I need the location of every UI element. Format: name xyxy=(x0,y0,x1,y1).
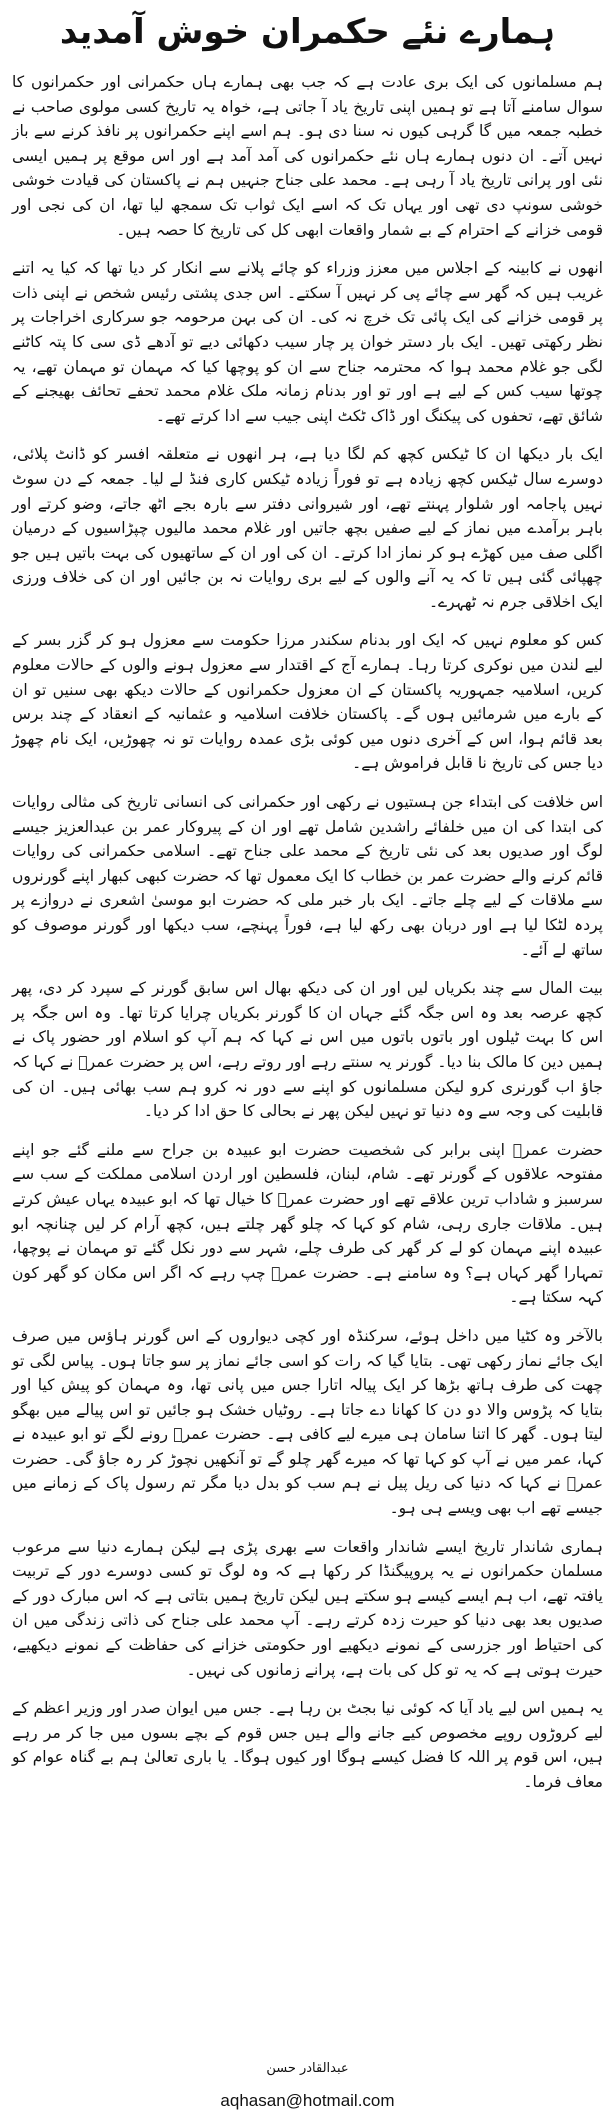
paragraph: اس خلافت کی ابتداء جن ہستیوں نے رکھی اور حکمرانی کی انسانی تاریخ کی مثالی روایات کی ابتدا کی ان میں خلفائے راشدین شامل تھے اور ان کے پیروکار عمر بن عبدالعزیز جیسے لوگ اور صدیوں بعد کی نئی تاریخ کے محمد علی جناح تھے۔ اسلامی حکمرانی کی روایات قائم کرنے والے حضرت عمر بن خطاب کا ایک معمول تھا کہ حضرت کبھی کبھار اپنے گورنروں سے ملاقات کے لیے چلے جاتے۔ ایک بار خبر ملی کہ حضرت ابو موسیٰ اشعری نے دروازے پر پردہ لٹکا لیا ہے اور دربان بھی رکھ لیا ہے، فوراً پہنچے، سب دیکھا اور گورنر موصوف کو ساتھ لے آئے۔ xyxy=(12,793,603,959)
paragraph: حضرت عمرؓ اپنی برابر کی شخصیت حضرت ابو عبیدہ بن جراح سے ملنے گئے جو اپنے مفتوحہ علاقوں کے گورنر تھے۔ شام، لبنان، فلسطین اور اردن اسلامی مملکت کے سب سے سرسبز و شاداب ترین علاقے تھے اور حضرت عمرؓ کا خیال تھا کہ ابو عبیدہ یہاں عیش کرتے ہیں۔ ملاقات جاری رہی، شام کو کہا کہ چلو گھر چلتے ہیں، کچھ آرام کر لیں چنانچہ ابو عبیدہ اپنے مہمان کو لے کر گھر کی طرف چلے، شہر سے دور نکل گئے تو مہمان نے پوچھا، تمہارا گھر کہاں ہے؟ وہ سامنے ہے۔ حضرت عمرؓ چپ رہے کہ اگر اس مکان کو گھر کون کہہ سکتا ہے۔ xyxy=(12,1140,603,1307)
article-title: ہمارے نئے حکمران خوش آمدید xyxy=(59,12,556,52)
paragraph: ایک بار دیکھا ان کا ٹیکس کچھ کم لگا دیا ہے، ہر انھوں نے متعلقہ افسر کو ڈانٹ پلائی، دوسرے سال ٹیکس کچھ زیادہ ہے تو فوراً زیادہ ٹیکس کاری فنڈ لے لیا۔ جمعہ کے دن سوٹ نہیں پاجامہ اور شلوار پہنتے تھے، اور شیروانی دفتر سے بارہ بجے اٹھ جاتے، وضو کرتے اور باہر برآمدے میں نماز کے لیے صفیں بچھ جاتیں اور غلام محمد مالیوں چپڑاسیوں کے درمیان اگلی صف میں کھڑے ہو کر نماز ادا کرتے۔ ان کی اور ان کے ساتھیوں کی بہت باتیں ہیں جو چھپائی گئی ہیں تا کہ یہ آنے والوں کے لیے بری روایات نہ بن جائیں اور ان کی خلاف ورزی ایک اخلاقی جرم نہ ٹھہرے۔ xyxy=(12,445,603,611)
article-body xyxy=(12,70,603,1809)
paragraph: انھوں نے کابینہ کے اجلاس میں معزز وزراء کو چائے پلانے سے انکار کر دیا تھا کہ کیا یہ اتنے غریب ہیں کہ گھر سے چائے پی کر نہیں آ سکتے۔ اس جدی پشتی رئیس شخص نے اپنی ذات پر قومی خزانے کی ایک پائی تک خرچ نہ کی۔ ان کی بہن مرحومہ جو سرکاری اخراجات پر نظر رکھتی تھیں۔ ایک بار دستر خوان پر چار سیب دکھائی دیے تو آدھے ڈی سی کا پتہ کاٹنے لگی جو غلام محمد ہوا کہ محترمہ جناح سے ان کو پوچھا کیا کہ مہمان تو مہمان تھے، یہ چوتھا سیب کس کے لیے ہے اور تو اور بدنام زمانہ ملک غلام محمد تحفے تحائف بھیجنے کے شائق تھے، تحفوں کی پیکنگ اور ڈاک ٹکٹ اپنی جیب سے ادا کرتے تھے۔ xyxy=(12,259,603,425)
paragraph: بالآخر وہ کٹیا میں داخل ہوئے، سرکنڈہ اور کچی دیواروں کے اس گورنر ہاؤس میں صرف ایک جائے نماز رکھی تھی۔ بتایا گیا کہ رات کو اسی جائے نماز پر سو جاتا ہوں۔ پیاس لگی تو چھت کی طرف ہاتھ بڑھا کر ایک پیالہ اتارا جس میں پانی تھا، وہ مہمان کو پیش کیا اور بتایا کہ پڑوس والا دو دن کا کھانا دے جاتا ہے۔ روٹیاں خشک ہو جائیں تو اس پیالے میں بھگو لیتا ہوں۔ گھر کا اتنا سامان ہی میرے لیے کافی ہے۔ حضرت عمرؓ رونے لگے تو ابو عبیدہ نے کہا، عمر میں نے آپ کو کہا تھا کہ میرے گھر چلو گے تو آنکھیں نچوڑ کر رہ جاؤ گی۔ حضرت عمرؓ نے کہا کہ دنیا کی ریل پیل نے ہم سب کو بدل دیا مگر تم رسول پاک کے زمانے میں جیسے تھے اب بھی ویسے ہی ہو۔ xyxy=(12,1326,603,1518)
paragraph: بیت المال سے چند بکریاں لیں اور ان کی دیکھ بھال اس سابق گورنر کے سپرد کر دی، پھر کچھ عرصہ بعد وہ اس جگہ گئے جہاں ان کا گورنر بکریاں چرایا کرتا تھا۔ وہ اس جگہ پر اس کا بہت ٹیلوں اور باتوں باتوں میں اس نے کہا کہ ہم آپ کو اسلام اور حضور پاک نے ہمیں دین کا مالک بنا دیا۔ گورنر یہ سنتے رہے اور روتے رہے، اس پر حضرت عمرؓ نے کہا کہ جاؤ اب گورنری کرو لیکن مسلمانوں کو اپنے سے دور نہ کرو ہم سب بھائی ہیں۔ ان کی قابلیت کی وجہ سے وہ دنیا تو نہیں لیکن پھر نے بحالی کا حق ادا کر دیا۔ xyxy=(12,979,603,1121)
author-name: عبدالقادر حسن xyxy=(266,2061,349,2076)
byline xyxy=(0,2058,615,2114)
paragraph: یہ ہمیں اس لیے یاد آیا کہ کوئی نیا بجٹ بن رہا ہے۔ جس میں ایوان صدر اور وزیر اعظم کے لیے کروڑوں روپے مخصوص کیے جانے والے ہیں جس قوم کے بچے بسوں میں جا کر مر رہے ہیں، اس قوم پر اللہ کا فضل کیسے ہوگا اور کیوں ہوگا۔ یا باری تعالیٰ ہم بے گناہ عوام کو معاف فرما۔ xyxy=(12,1699,603,1791)
paragraph: ہماری شاندار تاریخ ایسے شاندار واقعات سے بھری پڑی ہے لیکن ہمارے دنیا سے مرعوب مسلمان حکمرانوں نے یہ پروپیگنڈا کر رکھا ہے کہ وہ لوگ تو کسی دوسرے دور کے تربیت یافتہ تھے، اب ہم ایسے کیسے ہو سکتے ہیں لیکن تاریخ ہمیں بتاتی ہے کہ اس مبارک دور کے صدیوں بعد بھی دنیا کو حیرت زدہ کرتے رہے۔ آپ محمد علی جناح کی ذاتی زندگی میں ان کی احتیاط اور جزرسی کے نمونے دیکھیے اور حکومتی خزانے کی حفاظت کے نمونے دیکھیے، حیرت ہوتی ہے کہ یہ تو کل کی بات ہے، پرانے زمانوں کی نہیں۔ xyxy=(12,1537,603,1679)
paragraph: ہم مسلمانوں کی ایک بری عادت ہے کہ جب بھی ہمارے ہاں حکمرانی اور حکمرانوں کا سوال سامنے آتا ہے تو ہمیں اپنی تاریخ یاد آ جاتی ہے، خواہ یہ تاریخ کسی مولوی صاحب نے خطبہ جمعہ میں گا گرہی کیوں نہ سنا دی ہو۔ ہم اسے اپنے حکمرانوں پر نافذ کرنے سے باز نہیں آتے۔ ان دنوں ہمارے ہاں نئے حکمرانوں کی آمد آمد ہے اور اس موقع پر ہمیں ایسی نئی اور پرانی تاریخ یاد آ رہی ہے۔ محمد علی جناح جنہیں ہم نے پاکستان کی قیادت خوشی خوشی سونپ دی تھی اور یہاں تک کہ اسے ایک ثواب تک سمجھ لیا تھا، ان کی نجی اور قومی خزانے کے احترام کے بے شمار واقعات ابھی کل کی تاریخ کا حصہ ہیں۔ xyxy=(12,73,603,239)
paragraph: کس کو معلوم نہیں کہ ایک اور بدنام سکندر مرزا حکومت سے معزول ہو کر گزر بسر کے لیے لندن میں نوکری کرتا رہا۔ ہمارے آج کے اقتدار سے معزول ہونے والوں کے حالات معلوم کریں، اسلامیہ جمہوریہ پاکستان کے ان معزول حکمرانوں کے حالات دیکھ بھی سنیں تو ان کے بارے میں شرمائیں ہوں گے۔ پاکستان خلافت اسلامیہ و عثمانیہ کے انعقاد کے چند برس بعد قائم ہوا، اس کے آخری دنوں میں کوئی بڑی عمدہ روایات تو نہ چھوڑیں، ایک نام چھوڑ دیا جس کی تاریخ نا قابل فراموش ہے۔ xyxy=(12,631,603,773)
author-email: aqhasan@hotmail.com xyxy=(220,2091,395,2110)
